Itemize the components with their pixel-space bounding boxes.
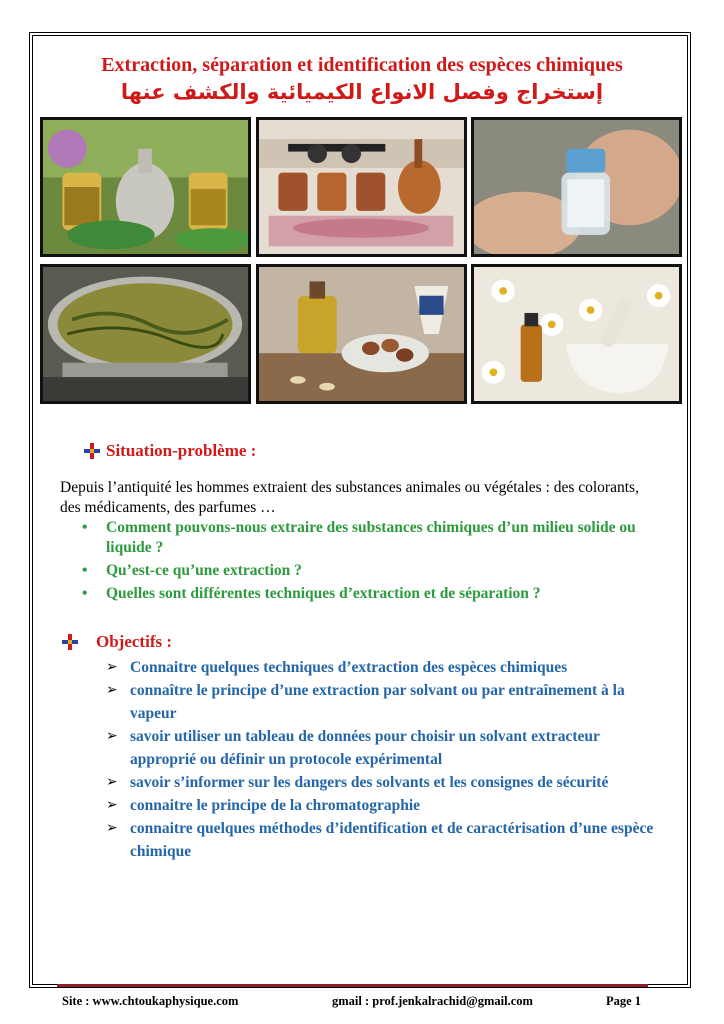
list-item	[106, 817, 666, 863]
vial-image	[471, 117, 682, 257]
cross-bullet-icon	[62, 634, 78, 650]
argan-oil-image	[256, 264, 467, 404]
arrow-bullet-icon: ➢	[106, 728, 118, 744]
page-title-arabic: إستخراج وفصل الانواع الكيميائية والكشف عنها	[120, 80, 604, 104]
footer-page-number: Page 1	[606, 994, 642, 1008]
objectives-heading-text: Objectifs :	[96, 632, 173, 651]
objective-text: savoir s’informer sur les dangers des solvants et les consignes de sécurité	[130, 774, 609, 791]
situation-heading-text: Situation-problème :	[106, 441, 257, 460]
arrow-bullet-icon: ➢	[106, 820, 118, 836]
list-item	[106, 725, 666, 771]
boiling-pot-image	[40, 264, 251, 404]
situation-intro: Depuis l’antiquité les hommes extraient des substances animales ou végétales : des colorants, des médicaments, des parfumes …	[60, 479, 639, 516]
objectives-list	[106, 656, 666, 863]
objective-text: connaitre le principe de la chromatographie	[130, 797, 421, 814]
list-item	[82, 561, 642, 581]
objective-text: savoir utiliser un tableau de données pour choisir un solvant extracteur approprié ou définir un protocole expérimental	[130, 728, 600, 768]
list-item	[82, 518, 642, 558]
arrow-bullet-icon: ➢	[106, 774, 118, 790]
bullet-icon: •	[82, 585, 88, 602]
question-list	[82, 518, 642, 607]
question-text: Comment pouvons-nous extraire des substances chimiques d’un milieu solide ou liquide ?	[106, 519, 636, 556]
list-item	[106, 656, 666, 679]
footer-divider	[57, 984, 648, 987]
cross-bullet-icon	[84, 443, 100, 459]
objectives-heading	[62, 632, 172, 652]
page-title-french: Extraction, séparation et identification des espèces chimiques	[101, 54, 623, 76]
footer-site[interactable]: Site : www.chtoukaphysique.com	[62, 994, 239, 1008]
objective-text: connaitre quelques méthodes d’identification et de caractérisation d’une espèce chimique	[130, 820, 654, 860]
footer-email[interactable]: gmail : prof.jenkalrachid@gmail.com	[332, 994, 533, 1008]
list-item	[82, 584, 642, 604]
list-item	[106, 794, 666, 817]
mint-tea-image	[40, 117, 251, 257]
distillation-image	[256, 117, 467, 257]
chamomile-image	[471, 264, 682, 404]
question-text: Qu’est-ce qu’une extraction ?	[106, 562, 302, 579]
bullet-icon: •	[82, 562, 88, 579]
list-item	[106, 679, 666, 725]
arrow-bullet-icon: ➢	[106, 797, 118, 813]
objective-text: connaître le principe d’une extraction par solvant ou par entraînement à la vapeur	[130, 682, 625, 722]
arrow-bullet-icon: ➢	[106, 659, 118, 675]
objective-text: Connaitre quelques techniques d’extraction des espèces chimiques	[130, 659, 568, 676]
arrow-bullet-icon: ➢	[106, 682, 118, 698]
list-item	[106, 771, 666, 794]
bullet-icon: •	[82, 519, 88, 536]
question-text: Quelles sont différentes techniques d’extraction et de séparation ?	[106, 585, 541, 602]
situation-heading	[84, 441, 256, 461]
